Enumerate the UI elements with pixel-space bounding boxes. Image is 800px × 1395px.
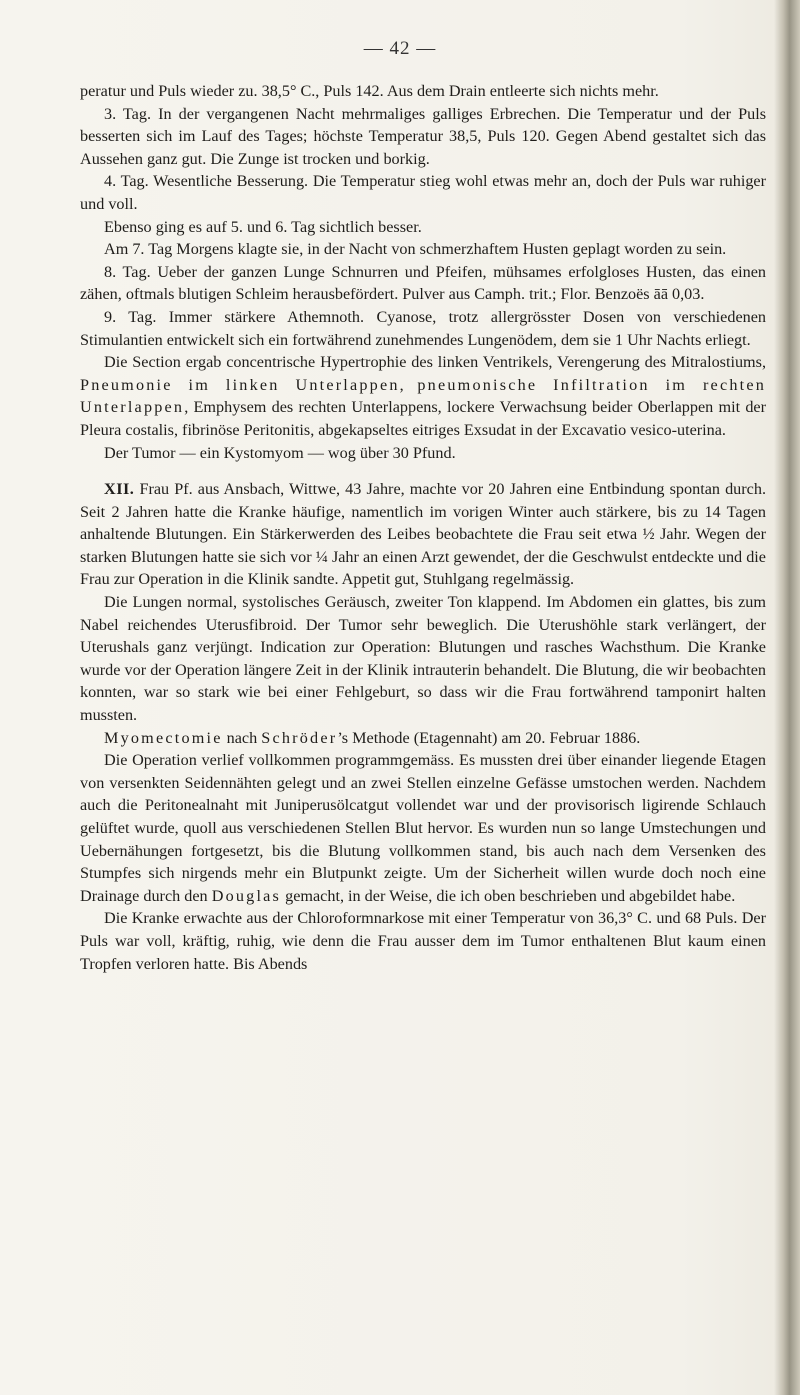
text-run: 4. Tag. Wesentliche Besserung. Die Temperatur stieg wohl etwas mehr an, doch der Puls war ruhiger und voll. xyxy=(80,172,766,213)
paragraph xyxy=(80,103,766,171)
paragraph xyxy=(80,170,766,215)
text-run: nach xyxy=(222,728,262,747)
paragraph xyxy=(80,749,766,907)
paragraph xyxy=(80,306,766,351)
body-text xyxy=(80,80,766,975)
paragraph xyxy=(80,238,766,261)
paragraph xyxy=(80,351,766,441)
paragraph xyxy=(80,261,766,306)
case-number: XII. xyxy=(104,480,135,499)
paragraph xyxy=(80,442,766,465)
paragraph xyxy=(80,80,766,103)
text-run: Die Section ergab concentrische Hypertrophie des linken Ventrikels, Verengerung des Mitralostiums, xyxy=(104,353,766,372)
paragraph xyxy=(80,727,766,750)
text-run: Die Kranke erwachte aus der Chloroformnarkose mit einer Temperatur von 36,3° C. und 68 Puls. Der Puls war voll, kräftig, ruhig, wie denn die Frau ausser dem im Tumor enthaltenen Blut kaum einen Tropfen verloren hatte. Bis Abends xyxy=(80,909,766,973)
page-number: — 42 — xyxy=(363,38,437,59)
text-run: , Emphysem des rechten Unterlappens, lockere Verwachsung beider Oberlappen mit der Pleura costalis, fibrinöse Peritonitis, abgekapseltes eitriges Exsudat in der Excavatio vesico-uterina. xyxy=(80,398,766,439)
text-run: Frau Pf. aus Ansbach, Wittwe, 43 Jahre, machte vor 20 Jahren eine Entbindung spontan durch. Seit 2 Jahren hatte die Kranke häufige, namentlich im vorigen Winter auch stärkere, bis zu 14 Tagen anhaltende Blutungen. Ein Stärkerwerden des Leibes beobachtete die Frau seit etwa ½ Jahr. Wegen der starken Blutungen hatte sie sich vor ¼ Jahr an einen Arzt gewendet, der die Geschwulst entdeckte und die Frau zur Operation in die Klinik sandte. Appetit gut, Stuhlgang regelmässig. xyxy=(80,480,766,589)
paragraph xyxy=(80,478,766,591)
text-run: 9. Tag. Immer stärkere Athemnoth. Cyanose, trotz allergrösster Dosen von verschiedenen Stimulantien entwickelt sich ein fortwährend zunehmendes Lungenödem, dem sie 1 Uhr Nachts erliegt. xyxy=(80,307,766,349)
text-run: ’s Methode (Etagennaht) am 20. Februar 1886. xyxy=(337,728,641,747)
paragraph xyxy=(80,216,766,239)
emphasis-spaced: Douglas xyxy=(211,886,282,905)
emphasis-spaced: Myomectomie xyxy=(104,728,223,747)
text-run: gemacht, in der Weise, die ich oben beschrieben und abgebildet habe. xyxy=(281,886,736,905)
text-run: Die Lungen normal, systolisches Geräusch, zweiter Ton klappend. Im Abdomen ein glattes, bis zum Nabel reichendes Uterusfibroid. Der Tumor sehr beweglich. Die Uterushöhle stark verlängert, der Uterushals ganz verjüngt. Indication zur Operation: Blutungen und rasches Wachsthum. Die Kranke wurde vor der Operation längere Zeit in der Klinik intrauterin behandelt. Die Blutung, die wir beobachten konnten, war so stark wie bei einer Fehlgeburt, so dass wir die Frau fortwährend tamponirt halten mussten. xyxy=(80,593,766,725)
emphasis-spaced: Schröder xyxy=(261,728,338,747)
text-run: Ebenso ging es auf 5. und 6. Tag sichtlich besser. xyxy=(104,217,422,236)
text-run: peratur und Puls wieder zu. 38,5° C., Puls 142. Aus dem Drain entleerte sich nichts mehr. xyxy=(80,82,659,100)
text-run: Der Tumor — ein Kystomyom — wog über 30 Pfund. xyxy=(104,443,456,462)
text-run: Am 7. Tag Morgens klagte sie, in der Nacht von schmerzhaftem Husten geplagt worden zu sein. xyxy=(104,240,727,259)
text-run: 8. Tag. Ueber der ganzen Lunge Schnurren und Pfeifen, mühsames erfolgloses Husten, das einen zähen, oftmals blutigen Schleim herausbefördert. Pulver aus Camph. trit.; Flor. Benzoës āā 0,03. xyxy=(80,262,766,304)
paragraph xyxy=(80,907,766,975)
page-edge-shadow xyxy=(774,0,800,1395)
text-run: Die Operation verlief vollkommen programmgemäss. Es mussten drei über einander liegende Etagen von versenkten Seidennähten gelegt und an zwei Stellen einzelne Gefässe umstochen werden. Nachdem auch die Peritonealnaht mit Juniperusölcatgut vollendet war und der provisorisch ligirende Schlauch gelüftet wurde, quoll aus verschiedenen Stellen Blut hervor. Es wurden nun so lange Umstechungen und Uebernähungen fortgesetzt, bis die Blutung vollkommen stand, bis auch nach dem Versenken des Stumpfes sich nirgends mehr ein Blutpunkt zeigte. Um der Sicherheit willen wurde doch noch eine Drainage durch den xyxy=(80,751,766,905)
text-run: 3. Tag. In der vergangenen Nacht mehrmaliges galliges Erbrechen. Die Temperatur und der Puls besserten sich im Lauf des Tages; höchste Temperatur 38,5, Puls 120. Gegen Abend gestaltet sich das Aussehen ganz gut. Die Zunge ist trocken und borkig. xyxy=(80,104,766,168)
emphasis-spaced: Pneumonie im linken Unterlappen xyxy=(80,375,400,394)
emphasis-spaced: pneumonische Infiltration im rechten Unterlappen xyxy=(80,375,766,417)
text-run: , xyxy=(399,375,418,394)
paragraph xyxy=(80,591,766,727)
